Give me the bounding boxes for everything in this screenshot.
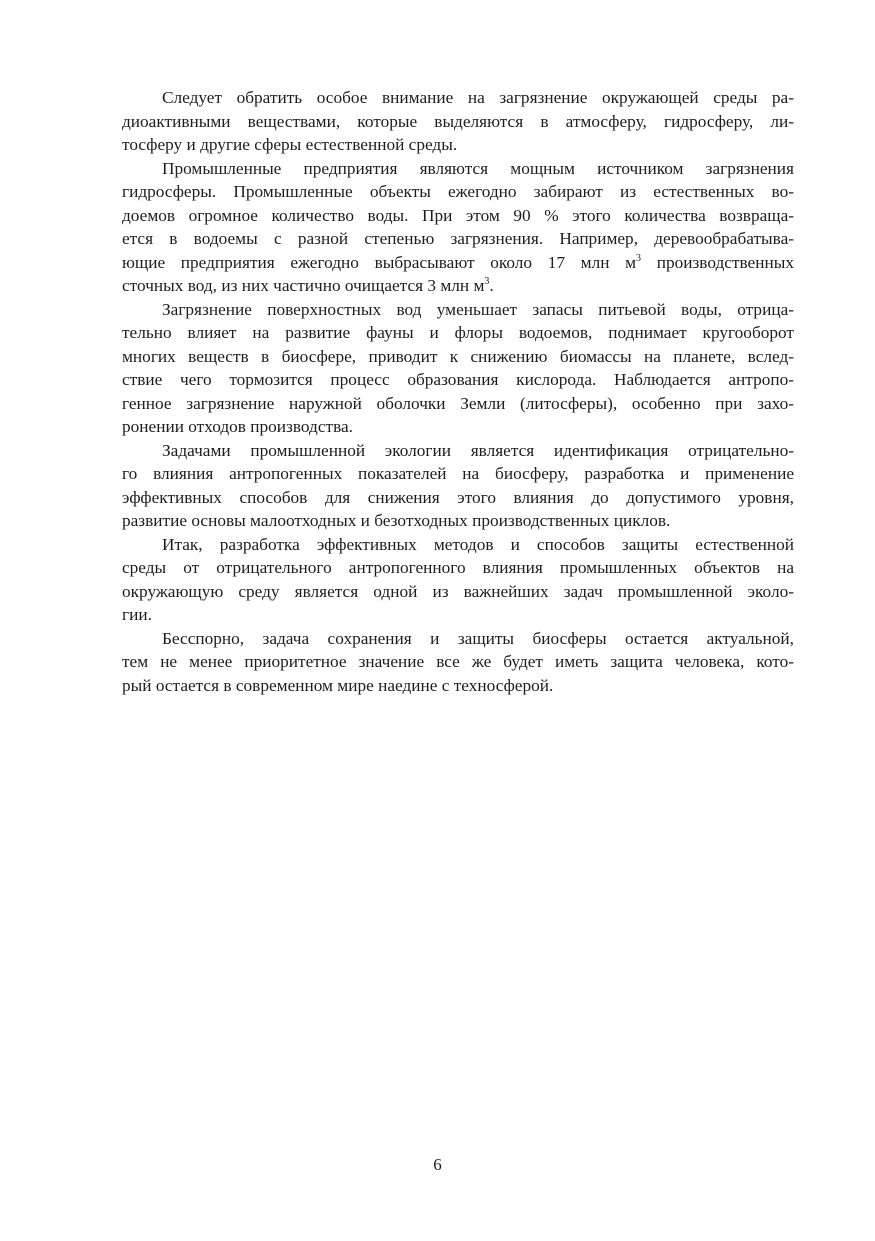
text-line: диоактивными веществами, которые выделяются в атмосферу, гидросферу, ли- <box>122 111 794 131</box>
text-segment: производственных <box>641 252 794 272</box>
paragraph-3 <box>82 298 794 439</box>
text-line: окружающую среду является одной из важнейших задач промышленной эколо- <box>122 581 794 601</box>
paragraph-1 <box>82 86 794 157</box>
text-line-with-superscript <box>82 251 794 275</box>
text-line: доемов огромное количество воды. При этом 90 % этого количества возвраща- <box>122 205 794 225</box>
text-segment: . <box>489 276 494 295</box>
paragraph-4 <box>82 439 794 533</box>
text-line: генное загрязнение наружной оболочки Земли (литосферы), особенно при захо- <box>122 393 794 413</box>
text-segment: сточных вод, из них частично очищается 3 млн м <box>122 276 485 295</box>
superscript: 3 <box>636 252 642 264</box>
text-line: среды от отрицательного антропогенного влияния промышленных объектов на <box>122 558 794 577</box>
text-line: тосферу и другие сферы естественной среды. <box>122 135 458 154</box>
text-line: гидросферы. Промышленные объекты ежегодно забирают из естественных во- <box>122 182 794 201</box>
text-line: Задачами промышленной экологии является идентификация отрицательно- <box>162 440 794 460</box>
superscript: 3 <box>484 276 490 287</box>
text-line: рый остается в современном мире наедине с техносферой. <box>122 675 554 695</box>
text-line: гии. <box>122 605 152 624</box>
page-number: 6 <box>433 1155 442 1174</box>
text-line: Промышленные предприятия являются мощным источником загрязнения <box>162 158 794 178</box>
text-line: го влияния антропогенных показателей на биосферу, разработка и применение <box>122 464 794 483</box>
paragraph-5 <box>82 533 794 627</box>
text-segment: ющие предприятия ежегодно выбрасывают около 17 млн м <box>122 252 637 272</box>
text-line: многих веществ в биосфере, приводит к снижению биомассы на планете, вслед- <box>122 346 794 366</box>
paragraph-2 <box>82 157 794 298</box>
text-line: ется в водоемы с разной степенью загрязнения. Например, деревообрабатыва- <box>122 229 794 248</box>
text-line: эффективных способов для снижения этого влияния до допустимого уровня, <box>122 487 794 507</box>
text-line: тем не менее приоритетное значение все же будет иметь защита человека, кото- <box>122 652 794 671</box>
text-line: ствие чего тормозится процесс образования кислорода. Наблюдается антропо- <box>122 370 794 389</box>
text-line: развитие основы малоотходных и безотходных производственных циклов. <box>122 511 671 530</box>
text-line: ронении отходов производства. <box>122 417 353 436</box>
text-line: Итак, разработка эффективных методов и способов защиты естественной <box>162 534 794 554</box>
text-line-with-superscript <box>82 274 794 298</box>
text-line: тельно влияет на развитие фауны и флоры водоемов, поднимает кругооборот <box>122 323 794 342</box>
text-line: Следует обратить особое внимание на загрязнение окружающей среды ра- <box>162 88 794 107</box>
paragraph-6 <box>82 627 794 698</box>
text-line: Загрязнение поверхностных вод уменьшает запасы питьевой воды, отрица- <box>162 299 794 319</box>
body-text <box>82 86 794 697</box>
text-line: Бесспорно, задача сохранения и защиты биосферы остается актуальной, <box>162 628 794 648</box>
